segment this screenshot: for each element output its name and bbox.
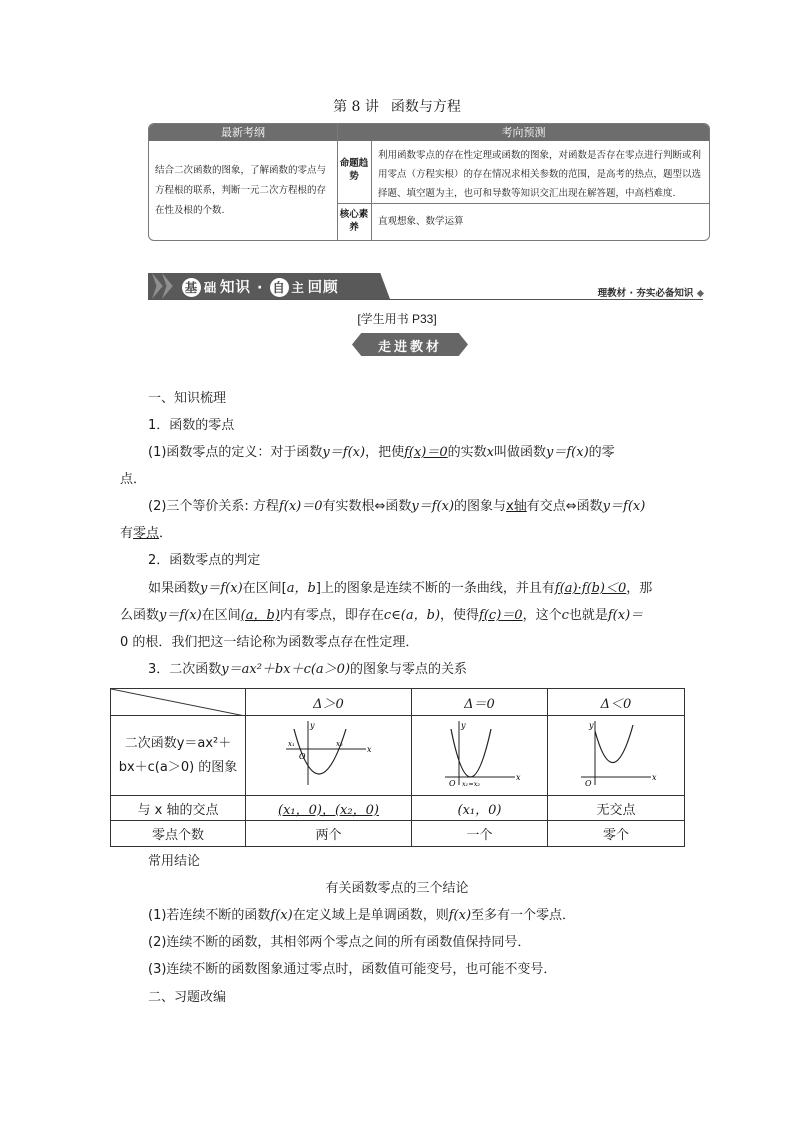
svg-text:O: O — [298, 751, 306, 761]
quadratic-zero-table — [110, 688, 685, 847]
parabola-no-root-graph — [571, 719, 661, 789]
book-reference: [学生用书 P33] — [357, 312, 437, 326]
subsection-heading: 3．二次函数y＝ax²＋bx＋c(a＞0)的图象与零点的关系 — [148, 662, 468, 677]
header-delta-negative: Δ＜0 — [548, 689, 685, 716]
intersections-two: (x₁，0)，(x₂，0) — [246, 796, 412, 821]
svg-text:x: x — [652, 772, 657, 782]
outline-requirement-text: 结合二次函数的图象，了解函数的零点与方程根的联系，判断一元二次方程根的存在性及根的个数. — [155, 165, 327, 216]
conclusion-item: (3)连续不断的函数图象通过零点时，函数值可能变号，也可能不变号． — [148, 962, 557, 977]
zero-count-two: 两个 — [246, 821, 412, 847]
lecture-number: 第 8 讲 — [333, 99, 379, 115]
label-trend: 命题趋势 — [339, 158, 369, 182]
conclusion-item: (2)连续不断的函数，其相邻两个零点之间的所有函数值保持同号． — [148, 935, 531, 950]
tag-label: 走进教材 — [377, 340, 442, 355]
zero-count-one: 一个 — [412, 821, 548, 847]
header-delta-positive: Δ＞0 — [246, 689, 412, 716]
diagonal-header-cell — [111, 689, 246, 716]
header-latest-outline: 最新考纲 — [149, 124, 337, 141]
graph-no-root — [548, 716, 685, 796]
banner-char: 自 — [270, 278, 289, 297]
underlined-formula: (a，b) — [240, 608, 280, 623]
conclusion-item: (1)若连续不断的函数f(x)在定义域上是单调函数，则f(x)至多有一个零点． — [148, 908, 576, 923]
page-title — [0, 96, 794, 116]
svg-text:y: y — [460, 720, 466, 730]
svg-text:y: y — [309, 720, 315, 730]
diagonal-line — [111, 689, 245, 716]
svg-text:x: x — [366, 744, 372, 754]
row-label-intersections: 与 x 轴的交点 — [111, 796, 246, 821]
underlined-term: 零点 — [133, 526, 160, 541]
svg-text:x₁=x₂: x₁=x₂ — [461, 779, 480, 788]
banner-title — [182, 276, 339, 297]
common-conclusions-label: 常用结论 — [148, 854, 201, 869]
divider — [337, 124, 338, 240]
section-heading: 一、知识梳理 — [148, 391, 227, 406]
divider — [371, 141, 372, 240]
paragraph-line: (1)函数零点的定义：对于函数y＝f(x)，把使f(x)＝0的实数x叫做函数y＝f(x)的零 — [148, 445, 615, 460]
svg-text:O: O — [448, 778, 456, 788]
core-text: 直观想象、数学运算 — [378, 216, 464, 227]
label-core: 核心素养 — [339, 209, 369, 233]
banner-mid: 知识 · — [220, 280, 270, 296]
row-label-graph: 二次函数y＝ax²＋ bx＋c(a＞0) 的图象 — [111, 716, 246, 796]
trend-text: 利用函数零点的存在性定理或函数的图象，对函数是否存在零点进行判断或利用零点（方程实根）的存在情况求相关参数的范围，是高考的热点，题型以选择题、填空题为主，也可和导数等知识交汇出现在解答题，中高档难度. — [378, 150, 702, 199]
underlined-formula: f(c)＝0 — [479, 608, 523, 623]
paragraph-line: 0 的根．我们把这一结论称为函数零点存在性定理． — [120, 635, 419, 650]
svg-text:x₁: x₁ — [287, 739, 295, 748]
lecture-topic: 函数与方程 — [390, 99, 461, 115]
banner-end: 回顾 — [307, 280, 339, 296]
banner-char: 主 — [291, 280, 305, 295]
section-banner — [148, 273, 708, 303]
header-delta-zero: Δ＝0 — [412, 689, 548, 716]
graph-one-root — [412, 716, 548, 796]
svg-text:O: O — [585, 778, 592, 788]
diamond-icon: ◆ — [696, 288, 704, 299]
svg-text:x: x — [515, 772, 521, 782]
banner-right-text: 理教材 · 夯实必备知识 ◆ — [597, 288, 704, 299]
zero-count-none: 零个 — [548, 821, 685, 847]
banner-char: 础 — [203, 280, 218, 295]
exam-outline-table — [148, 123, 710, 241]
section-tag — [352, 333, 468, 356]
row-label-zero-count: 零点个数 — [111, 821, 246, 847]
graph-two-roots — [246, 716, 412, 796]
paragraph-line: 点． — [120, 472, 147, 487]
paragraph-line: (2)三个等价关系: 方程f(x)＝0有实数根⇔函数y＝f(x)的图象与x轴有交点⇔函数y＝f(x) — [148, 499, 646, 514]
paragraph-line: 有零点． — [120, 526, 173, 541]
paragraph-line: 么函数y＝f(x)在区间(a，b)内有零点，即存在c∈(a，b)，使得f(c)＝0，这个c也就是f(x)＝ — [120, 608, 644, 623]
svg-text:y: y — [589, 720, 594, 730]
intersections-none: 无交点 — [548, 796, 685, 821]
subsection-heading: 2．函数零点的判定 — [148, 553, 261, 568]
divider — [337, 203, 709, 204]
parabola-one-root-graph — [435, 719, 525, 789]
conclusions-title: 有关函数零点的三个结论 — [325, 881, 469, 896]
header-forecast: 考向预测 — [338, 124, 709, 141]
svg-text:x₂: x₂ — [335, 739, 343, 748]
parabola-two-roots-graph — [284, 719, 374, 789]
banner-underline — [148, 299, 703, 300]
paragraph-line: 如果函数y＝f(x)在区间[a，b]上的图象是连续不断的一条曲线，并且有f(a)·f(b)＜0，那 — [148, 581, 653, 596]
section-heading: 二、习题改编 — [148, 990, 227, 1005]
banner-char: 基 — [182, 278, 201, 297]
subsection-heading: 1．函数的零点 — [148, 418, 235, 433]
intersections-one: (x₁，0) — [412, 796, 548, 821]
underlined-term: x轴 — [506, 499, 527, 514]
underlined-formula: f(x)＝0 — [404, 445, 448, 460]
underlined-formula: f(a)·f(b)＜0 — [554, 581, 627, 596]
